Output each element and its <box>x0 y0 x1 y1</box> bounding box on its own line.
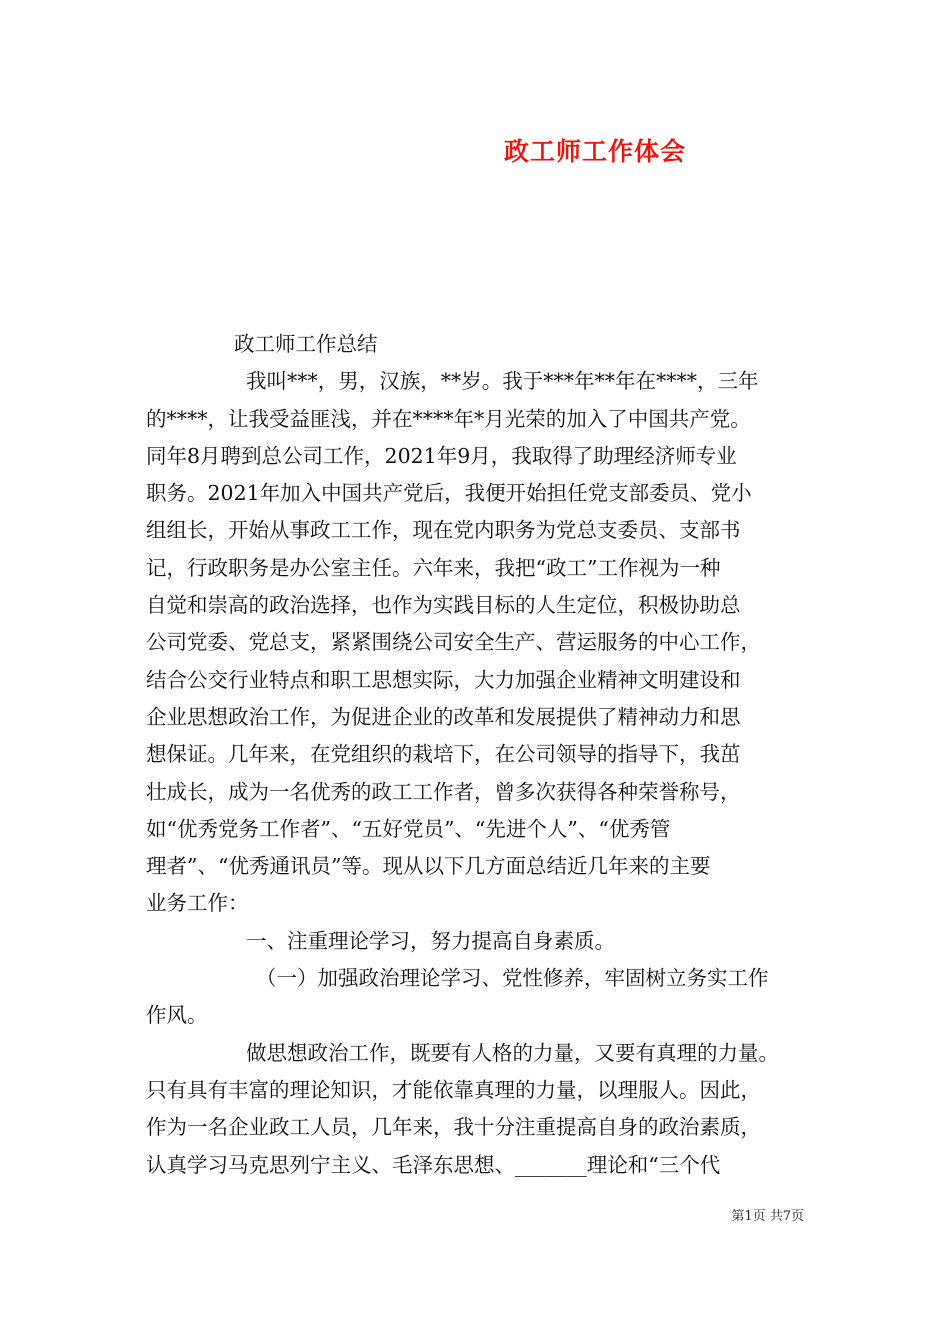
document-body <box>146 326 826 1184</box>
paragraph-line: 壮成长，成为一名优秀的政工工作者，曾多次获得各种荣誉称号， <box>146 779 741 804</box>
paragraph-line: 做思想政治工作，既要有人格的力量，又要有真理的力量。 <box>246 1040 779 1065</box>
paragraph-line: 记，行政职务是办公室主任。六年来，我把“政工”工作视为一种 <box>146 555 721 580</box>
paragraph-line: 如“优秀党务工作者”、“五好党员”、“先进个人”、“优秀管 <box>146 816 671 841</box>
paragraph-line: 的****，让我受益匪浅，并在****年*月光荣的加入了中国共产党。 <box>146 406 751 431</box>
paragraph-line: 认真学习马克思列宁主义、毛泽东思想、_______理论和“三个代 <box>146 1152 721 1177</box>
paragraph-line: 作为一名企业政工人员，几年来，我十分注重提高自身的政治素质， <box>146 1115 761 1140</box>
paragraph-line: 我叫***，男，汉族，**岁。我于***年**年在****，三年 <box>246 369 759 394</box>
paragraph-line: 业务工作： <box>146 891 249 916</box>
subsection-heading: 作风。 <box>146 1003 208 1028</box>
paragraph-line: 结合公交行业特点和职工思想实际，大力加强企业精神文明建设和 <box>146 667 741 692</box>
section-heading: 政工师工作总结 <box>234 332 378 356</box>
page-number-footer: 第1页 共7页 <box>731 1209 804 1224</box>
paragraph-line: 组组长，开始从事政工工作，现在党内职务为党总支委员、支部书 <box>146 518 741 543</box>
document-title: 政工师工作体会 <box>503 137 686 166</box>
paragraph-line: 职务。2021年加入中国共产党后，我便开始担任党支部委员、党小 <box>146 481 752 506</box>
paragraph-line: 想保证。几年来，在党组织的栽培下，在公司领导的指导下，我茁 <box>146 742 741 767</box>
paragraph-line: 同年8月聘到总公司工作，2021年9月，我取得了助理经济师专业 <box>146 443 737 468</box>
section-heading: 一、注重理论学习，努力提高自身素质。 <box>246 928 615 953</box>
paragraph-line: 企业思想政治工作，为促进企业的改革和发展提供了精神动力和思 <box>146 704 741 729</box>
paragraph-line: 理者”、“优秀通讯员”等。现从以下几方面总结近几年来的主要 <box>146 854 711 879</box>
paragraph-line: 自觉和崇高的政治选择，也作为实践目标的人生定位，积极协助总 <box>146 593 741 618</box>
paragraph-line: 公司党委、党总支，紧紧围绕公司安全生产、营运服务的中心工作， <box>146 630 761 655</box>
paragraph-line: 只有具有丰富的理论知识，才能依靠真理的力量，以理服人。因此， <box>146 1077 761 1102</box>
subsection-heading: （一）加强政治理论学习、党性修养，牢固树立务实工作 <box>256 966 769 991</box>
